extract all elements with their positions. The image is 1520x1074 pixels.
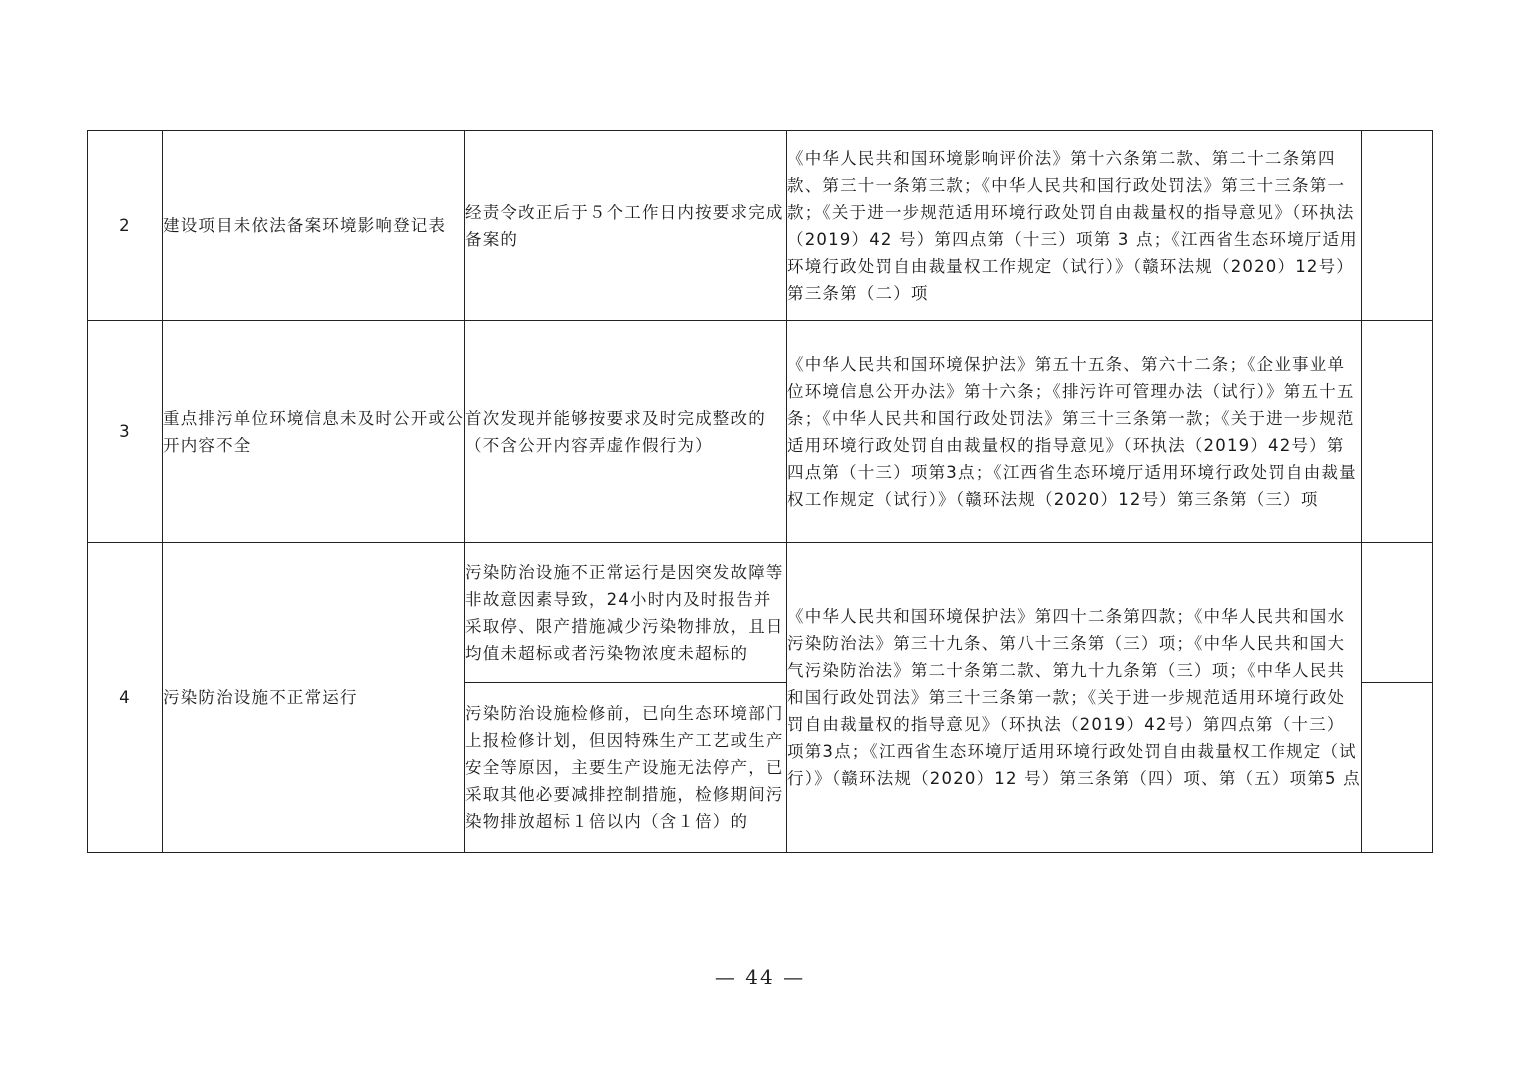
note-cell: [1362, 543, 1433, 683]
row-number-cell: [88, 131, 163, 321]
exemption-condition-text: 经责令改正后于５个工作日内按要求完成备案的: [465, 202, 784, 249]
legal-basis-cell: [787, 543, 1362, 853]
exemption-condition-text: 污染防治设施不正常运行是因突发故障等非故意因素导致，24小时内及时报告并采取停、限产措施减少污染物排放，且日均值未超标或者污染物浓度未超标的: [465, 562, 784, 663]
legal-basis-text: 《中华人民共和国环境保护法》第五十五条、第六十二条；《企业事业单位环境信息公开办法》第十六条；《排污许可管理办法（试行）》第五十五条；《中华人民共和国行政处罚法》第三十三条第一款；《关于进一步规范适用环境行政处罚自由裁量权的指导意见》（环执法（2019）42号）第四点第（十三）项第3点；《江西省生态环境厅适用环境行政处罚自由裁量权工作规定（试行）》（赣环法规（2020）12号）第三条第（三）项: [787, 354, 1357, 509]
exemption-condition-cell: [465, 321, 787, 543]
exemption-condition-text: 首次发现并能够按要求及时完成整改的（不含公开内容弄虚作假行为）: [465, 408, 766, 455]
note-cell: [1362, 683, 1433, 853]
note-cell: [1362, 321, 1433, 543]
exemption-condition-cell: [465, 131, 787, 321]
violation-item-text: 重点排污单位环境信息未及时公开或公开内容不全: [163, 408, 464, 455]
penalty-exemption-table: [87, 130, 1433, 853]
page-number: — 44 —: [714, 965, 806, 989]
table-row: [88, 543, 1433, 683]
legal-basis-text: 《中华人民共和国环境影响评价法》第十六条第二款、第二十二条第四款、第三十一条第三款；《中华人民共和国行政处罚法》第三十三条第一款；《关于进一步规范适用环境行政处罚自由裁量权的指导意见》（环执法（2019）42 号）第四点第（十三）项第 3 点；《江西省生态环境厅适用环境行政处罚自由裁量权工作规定（试行）》（赣环法规（2020）12号）第三条第（二）项: [787, 148, 1358, 303]
row-number-cell: [88, 321, 163, 543]
violation-item-cell: [163, 543, 465, 853]
exemption-condition-cell: [465, 543, 787, 683]
row-number: 3: [119, 422, 131, 441]
note-cell: [1362, 131, 1433, 321]
table-row: [88, 131, 1433, 321]
legal-basis-text: 《中华人民共和国环境保护法》第四十二条第四款；《中华人民共和国水污染防治法》第三十九条、第八十三条第（三）项；《中华人民共和国大气污染防治法》第二十条第二款、第九十九条第（三）项；《中华人民共和国行政处罚法》第三十三条第一款；《关于进一步规范适用环境行政处罚自由裁量权的指导意见》（环执法（2019）42号）第四点第（十三）项第3点；《江西省生态环境厅适用环境行政处罚自由裁量权工作规定（试行）》（赣环法规（2020）12 号）第三条第（四）项、第（五）项第5 点: [787, 607, 1361, 788]
violation-item-cell: [163, 321, 465, 543]
exemption-condition-cell: [465, 683, 787, 853]
row-number: 2: [119, 216, 131, 235]
exemption-condition-text: 污染防治设施检修前，已向生态环境部门上报检修计划，但因特殊生产工艺或生产安全等原因，主要生产设施无法停产，已采取其他必要减排控制措施，检修期间污染物排放超标１倍以内（含１倍）的: [465, 704, 784, 831]
row-number: 4: [119, 688, 131, 707]
violation-item-cell: [163, 131, 465, 321]
table-row: [88, 321, 1433, 543]
legal-basis-cell: [787, 131, 1362, 321]
legal-basis-cell: [787, 321, 1362, 543]
violation-item-text: 建设项目未依法备案环境影响登记表: [163, 216, 447, 235]
row-number-cell: [88, 543, 163, 853]
violation-item-text: 污染防治设施不正常运行: [163, 688, 358, 707]
